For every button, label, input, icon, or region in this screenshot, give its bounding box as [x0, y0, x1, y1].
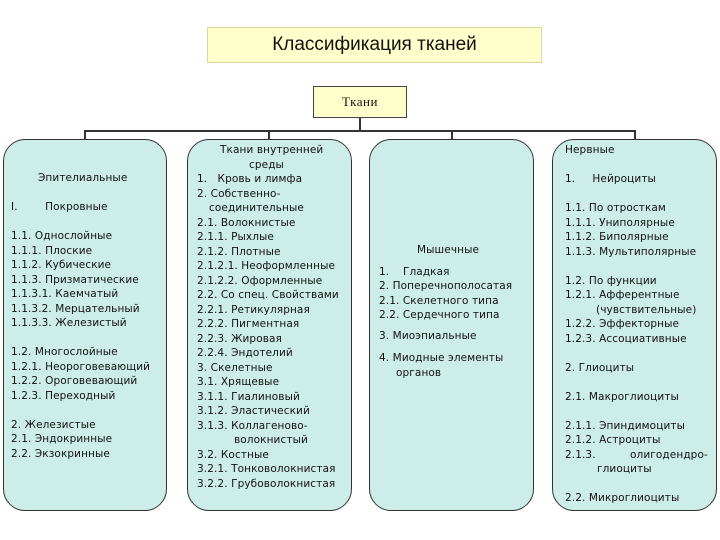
- internal-line: соединительные: [209, 202, 304, 214]
- epithelial-line: 2.2. Экзокринные: [11, 447, 110, 460]
- epithelial-line: 1.1.3.2. Мерцательный: [11, 302, 140, 315]
- nervous-line: 2.1. Макроглиоциты: [565, 390, 679, 403]
- nervous-line: 1.1.1. Униполярные: [565, 216, 675, 229]
- nervous-line: Нервные: [565, 144, 615, 156]
- nervous-line: 1.1. По отросткам: [565, 202, 666, 214]
- nervous-line: (чувствительные): [596, 303, 697, 316]
- nervous-line: 2.1.1. Эпиндимоциты: [565, 419, 685, 432]
- root-node-tissues: Ткани: [313, 86, 407, 118]
- nervous-line: 2. Глиоциты: [565, 361, 635, 374]
- nervous-line: 1.2.1. Афферентные: [565, 289, 680, 301]
- nervous-line: 1.2.3. Ассоциативные: [565, 332, 687, 345]
- nervous-line: глиоциты: [597, 463, 652, 475]
- muscle-line: 2.2. Сердечного типа: [379, 309, 500, 321]
- muscle-line: 2.1. Скелетного типа: [379, 294, 499, 307]
- nervous-line: 1.2.2. Эффекторные: [565, 318, 680, 330]
- muscle-line: 2. Поперечнополосатая: [379, 280, 513, 292]
- muscle-line: Мышечные: [417, 244, 480, 256]
- connector-horizontal: [84, 130, 636, 132]
- internal-line: 2.1. Волокнистые: [197, 216, 296, 229]
- epithelial-line: 1.2.2. Ороговевающий: [11, 375, 138, 387]
- internal-line: 2.1.2.1. Неоформленные: [197, 260, 336, 272]
- internal-line: 2.2.4. Эндотелий: [197, 347, 293, 359]
- internal-line: 3.1.3. Коллагеново-: [197, 419, 308, 432]
- internal-line: 2.1.2.2. Оформленные: [197, 274, 323, 287]
- internal-line: Ткани внутренней: [220, 144, 324, 156]
- internal-line: среды: [249, 158, 284, 171]
- internal-line: 2.1.2. Плотные: [197, 245, 281, 258]
- epithelial-line: 1.2.3. Переходный: [11, 389, 116, 402]
- internal-line: 2.2.3. Жировая: [197, 332, 282, 345]
- nervous-line: 2.1.2. Астроциты: [565, 434, 661, 446]
- internal-line: 3.1.1. Гиалиновый: [197, 390, 300, 403]
- muscle-line: органов: [396, 366, 442, 379]
- nervous-line: 1. Нейроциты: [565, 173, 656, 185]
- internal-line: 2.1.1. Рыхлые: [197, 231, 274, 243]
- internal-line: 3.2.2. Грубоволокнистая: [197, 477, 336, 490]
- nervous-line: 2.2. Микроглиоциты: [565, 492, 680, 504]
- internal-line: 2.2.2. Пигментная: [197, 318, 300, 330]
- internal-line: 2.2. Со спец. Свойствами: [197, 289, 339, 301]
- epithelial-line: 2. Железистые: [11, 418, 96, 431]
- internal-line: 2.2.1. Ретикулярная: [197, 303, 310, 316]
- internal-line: волокнистый: [234, 434, 308, 446]
- muscle-line: 3. Миоэпиальные: [379, 329, 477, 342]
- muscle-line: 1. Гладкая: [379, 265, 450, 278]
- epithelial-line: 1.2.1. Неороговевающий: [11, 360, 151, 373]
- epithelial-line: 1.1.2. Кубические: [11, 259, 112, 271]
- internal-line: 1. Кровь и лимфа: [197, 173, 303, 185]
- epithelial-line: I. Покровные: [11, 201, 108, 213]
- nervous-line: 1.1.2. Биполярные: [565, 231, 669, 243]
- epithelial-line: 1.1.3.1. Каемчатый: [11, 288, 119, 300]
- epithelial-line: 2.1. Эндокринные: [11, 433, 113, 445]
- box-muscle: [369, 139, 534, 511]
- internal-line: 3.1. Хрящевые: [197, 376, 280, 388]
- internal-line: 3. Скелетные: [197, 361, 273, 374]
- nervous-line: 2.1.3. олигодендро-: [565, 448, 708, 461]
- epithelial-line: 1.1.3.3. Железистый: [11, 317, 127, 329]
- diagram-title: Классификация тканей: [207, 27, 542, 63]
- internal-line: 3.2. Костные: [197, 448, 269, 461]
- epithelial-line: 1.1. Однослойные: [11, 230, 113, 242]
- nervous-line: 1.2. По функции: [565, 274, 657, 287]
- muscle-line: 4. Миодные элементы: [379, 352, 504, 364]
- internal-line: 2. Собственно-: [197, 187, 281, 200]
- internal-line: 3.2.1. Тонковолокнистая: [197, 463, 336, 475]
- internal-line: 3.1.2. Эластический: [197, 405, 310, 417]
- epithelial-line: 1.1.3. Призматические: [11, 273, 139, 286]
- epithelial-line: Эпителиальные: [38, 172, 128, 184]
- nervous-line: 1.1.3. Мультиполярные: [565, 245, 697, 258]
- epithelial-line: 1.1.1. Плоские: [11, 244, 93, 257]
- epithelial-line: 1.2. Многослойные: [11, 346, 118, 358]
